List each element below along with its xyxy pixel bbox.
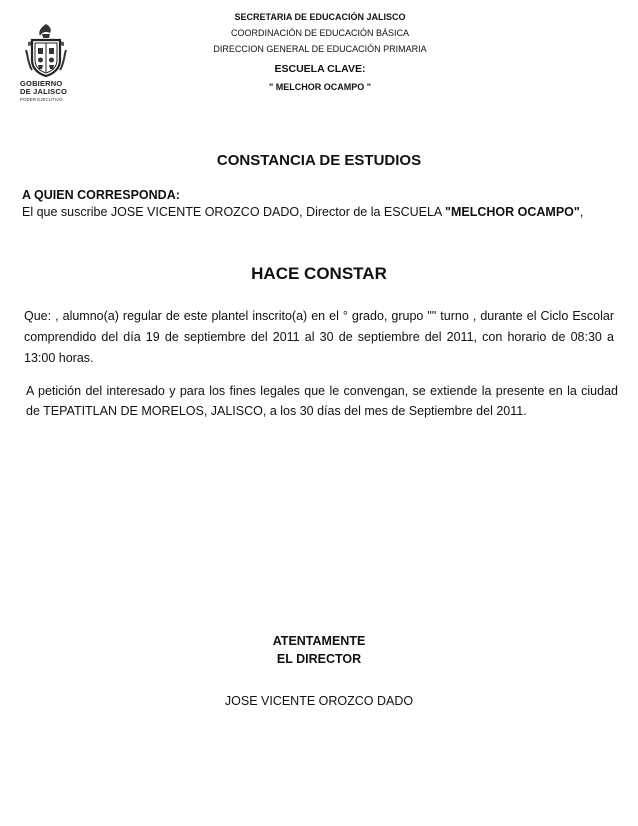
- addressee: A QUIEN CORRESPONDA:: [22, 188, 180, 202]
- jalisco-logo: [20, 22, 72, 106]
- header-escuela-clave: ESCUELA CLAVE:: [274, 63, 366, 75]
- intro-text: El que suscribe JOSE VICENTE OROZCO DADO, Director de la ESCUELA: [22, 205, 446, 219]
- hace-constar-heading: HACE CONSTAR: [251, 264, 387, 283]
- body-paragraph-2: A petición del interesado y para los fines legales que le convengan, se extiende la presente en la ciudad de TEPATITLAN DE MORELOS, JALISCO, a los 30 días del mes de Septiembre del 2011.: [26, 384, 618, 418]
- intro-paragraph: [22, 205, 583, 220]
- director-name: JOSE VICENTE OROZCO DADO: [224, 694, 414, 708]
- jalisco-coat-of-arms-icon: [20, 22, 72, 78]
- body-paragraph-1: Que: , alumno(a) regular de este plantel inscrito(a) en el ° grado, grupo "" turno , durante el Ciclo Escolar comprendido del día 19 de septiembre del 2011 al 30 de septiembre del 2011, con horario de 08:30 a 13:00 horas.: [24, 309, 614, 365]
- intro-suffix: ,: [579, 205, 584, 219]
- intro-school: "MELCHOR OCAMPO": [445, 205, 580, 219]
- closing-atentamente: ATENTAMENTE: [272, 634, 366, 648]
- logo-line-3: PODER EJECUTIVO: [20, 97, 63, 102]
- header-school-name: " MELCHOR OCAMPO ": [268, 82, 372, 92]
- header-coordinacion: COORDINACIÓN DE EDUCACIÓN BÁSICA: [230, 28, 410, 38]
- logo-line-1: GOBIERNO: [20, 79, 63, 88]
- header-direccion: DIRECCION GENERAL DE EDUCACIÓN PRIMARIA: [213, 44, 427, 54]
- header-secretaria: SECRETARIA DE EDUCACIÓN JALISCO: [234, 12, 406, 22]
- document-title: CONSTANCIA DE ESTUDIOS: [216, 152, 422, 169]
- logo-line-2: DE JALISCO: [20, 87, 68, 96]
- closing-el-director: EL DIRECTOR: [276, 652, 362, 666]
